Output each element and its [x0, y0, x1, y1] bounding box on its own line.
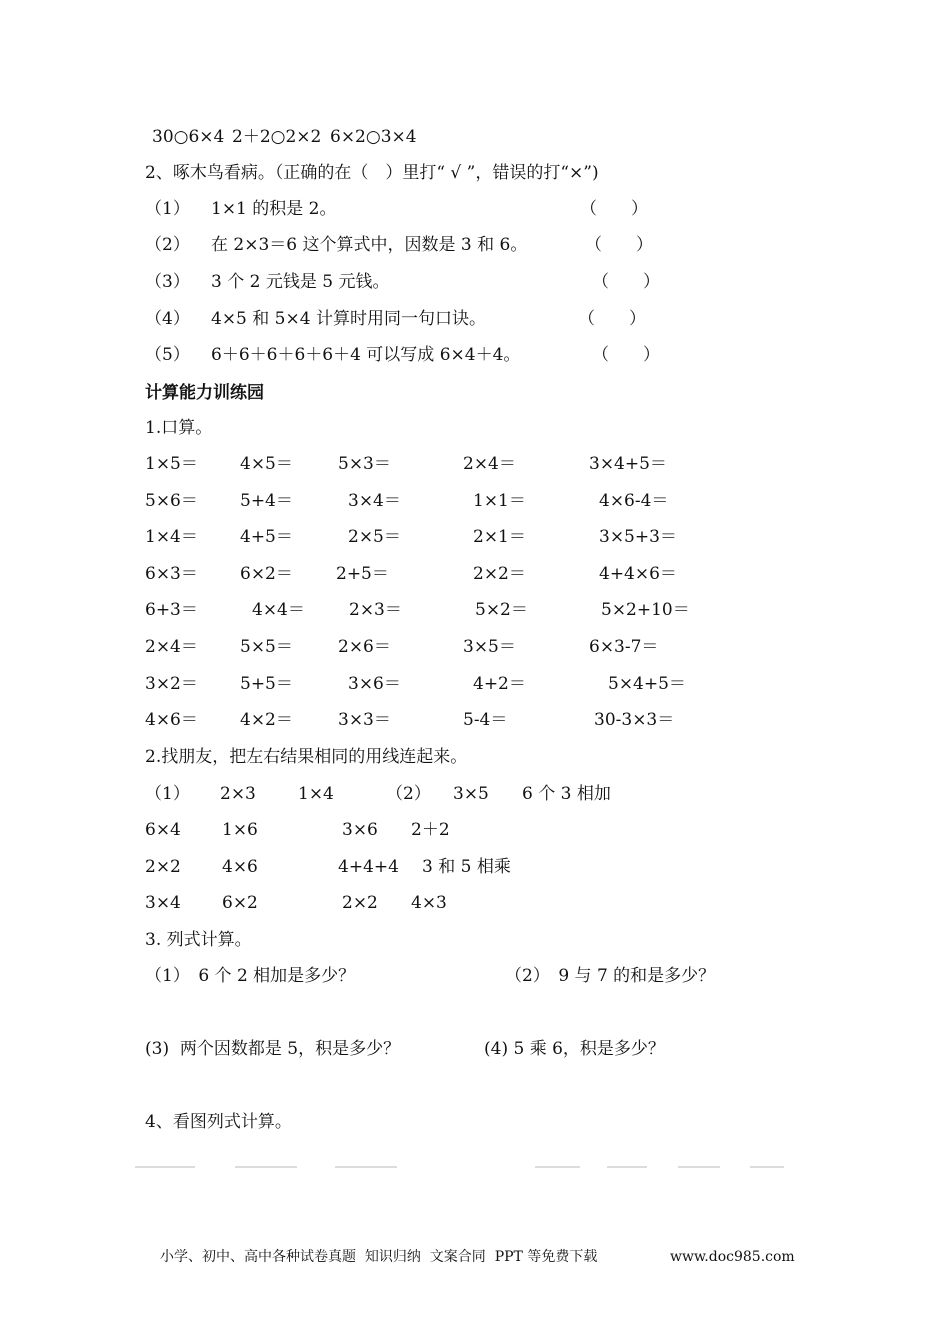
footer-link[interactable]: www.doc985.com [670, 1249, 795, 1265]
oral-problem: 5×3＝ [338, 454, 391, 474]
oral-problem: 3×3＝ [338, 710, 391, 730]
match-item[interactable]: 3×6 [342, 820, 378, 840]
match-item[interactable]: 6×2 [222, 893, 258, 913]
oral-problem: 2×2＝ [473, 564, 526, 584]
answer-paren[interactable]: （ ） [592, 345, 660, 365]
q2-item-num: （1） [145, 199, 190, 219]
oral-problem: 6+3＝ [145, 600, 198, 620]
match-head-item: 2×3 [220, 784, 256, 804]
picture-fragment [535, 1166, 580, 1168]
oral-problem: 5×2+10＝ [601, 600, 690, 620]
oral-problem: 2×4＝ [463, 454, 516, 474]
oral-problem: 1×1＝ [473, 491, 526, 511]
oral-problem: 1×4＝ [145, 527, 198, 547]
q2-item-num: （4） [145, 309, 190, 329]
oral-problem: 5+5＝ [240, 674, 293, 694]
oral-problem: 6×3-7＝ [589, 637, 659, 657]
picture-title: 4、看图列式计算。 [145, 1112, 292, 1132]
word-question-1: （1） 6 个 2 相加是多少？ [145, 966, 356, 986]
oral-problem: 4+4×6＝ [599, 564, 677, 584]
oral-problem: 2×5＝ [348, 527, 401, 547]
picture-fragment [750, 1166, 784, 1168]
oral-problem: 4×6＝ [145, 710, 198, 730]
match-item[interactable]: 2×2 [342, 893, 378, 913]
oral-problem: 4×5＝ [240, 454, 293, 474]
oral-problem: 3×6＝ [348, 674, 401, 694]
oral-problem: 3×4+5＝ [589, 454, 667, 474]
compare-item-1: 30○6×4 [152, 127, 225, 147]
picture-fragment [235, 1166, 297, 1168]
word-question-3: (3) 两个因数都是 5，积是多少？ [145, 1039, 401, 1059]
match-head-item: 1×4 [298, 784, 334, 804]
oral-problem: 1×5＝ [145, 454, 198, 474]
picture-fragment [135, 1166, 195, 1168]
match-item[interactable]: 6×4 [145, 820, 181, 840]
answer-paren[interactable]: （ ） [578, 309, 646, 329]
oral-problem: 3×5+3＝ [599, 527, 677, 547]
oral-problem: 5×4+5＝ [608, 674, 686, 694]
q2-item-num: （5） [145, 345, 190, 365]
oral-problem: 4+5＝ [240, 527, 293, 547]
match-item[interactable]: 3×4 [145, 893, 181, 913]
oral-problem: 3×4＝ [348, 491, 401, 511]
match-item[interactable]: 1×6 [222, 820, 258, 840]
footer-text: 小学、初中、高中各种试卷真题 知识归纳 文案合同 PPT 等免费下载 [160, 1249, 598, 1265]
word-title: 3. 列式计算。 [145, 930, 252, 950]
picture-fragment [335, 1166, 397, 1168]
match-item[interactable]: 3 和 5 相乘 [422, 857, 511, 877]
answer-paren[interactable]: （ ） [580, 199, 648, 219]
oral-problem: 4×2＝ [240, 710, 293, 730]
q2-title: 2、啄木鸟看病。（正确的在（ ）里打“ √ ”，错误的打“×”) [145, 163, 599, 183]
word-question-2: （2） 9 与 7 的和是多少？ [505, 966, 716, 986]
oral-problem: 30-3×3＝ [594, 710, 675, 730]
oral-problem: 5×6＝ [145, 491, 198, 511]
oral-problem: 5×5＝ [240, 637, 293, 657]
q2-item-num: （3） [145, 272, 190, 292]
oral-problem: 6×3＝ [145, 564, 198, 584]
q2-item-text: 1×1 的积是 2。 [211, 199, 337, 219]
answer-paren[interactable]: （ ） [592, 272, 660, 292]
match-head-item: （2） [386, 784, 431, 804]
q2-item-text: 6＋6＋6＋6＋6＋4 可以写成 6×4＋4。 [211, 345, 521, 365]
oral-problem: 2+5＝ [336, 564, 389, 584]
match-head-item: （1） [145, 784, 190, 804]
match-item[interactable]: 2＋2 [411, 820, 450, 840]
oral-problem: 2×1＝ [473, 527, 526, 547]
oral-problem: 4×4＝ [252, 600, 305, 620]
word-question-4: (4) 5 乘 6，积是多少？ [484, 1039, 665, 1059]
oral-problem: 4+2＝ [473, 674, 526, 694]
match-item[interactable]: 2×2 [145, 857, 181, 877]
oral-problem: 2×6＝ [338, 637, 391, 657]
oral-problem: 3×2＝ [145, 674, 198, 694]
answer-paren[interactable]: （ ） [585, 235, 653, 255]
oral-problem: 4×6-4＝ [599, 491, 669, 511]
match-head-item: 6 个 3 相加 [522, 784, 611, 804]
match-head-item: 3×5 [453, 784, 489, 804]
match-item[interactable]: 4×6 [222, 857, 258, 877]
match-item[interactable]: 4+4+4 [338, 857, 399, 877]
oral-title: 1.口算。 [145, 418, 213, 438]
picture-fragment [607, 1166, 647, 1168]
picture-fragment [678, 1166, 720, 1168]
match-title: 2.找朋友，把左右结果相同的用线连起来。 [145, 747, 468, 767]
match-item[interactable]: 4×3 [411, 893, 447, 913]
oral-problem: 3×5＝ [463, 637, 516, 657]
q2-item-num: （2） [145, 235, 190, 255]
oral-problem: 6×2＝ [240, 564, 293, 584]
compare-item-2: 2＋2○2×2 [232, 127, 322, 147]
oral-problem: 5+4＝ [240, 491, 293, 511]
oral-problem: 2×4＝ [145, 637, 198, 657]
q2-item-text: 在 2×3＝6 这个算式中，因数是 3 和 6。 [211, 235, 528, 255]
q2-item-text: 4×5 和 5×4 计算时用同一句口诀。 [211, 309, 486, 329]
oral-problem: 5×2＝ [475, 600, 528, 620]
q2-item-text: 3 个 2 元钱是 5 元钱。 [211, 272, 390, 292]
oral-problem: 5-4＝ [463, 710, 508, 730]
oral-problem: 2×3＝ [349, 600, 402, 620]
compare-item-3: 6×2○3×4 [330, 127, 417, 147]
section-title: 计算能力训练园 [145, 383, 264, 403]
